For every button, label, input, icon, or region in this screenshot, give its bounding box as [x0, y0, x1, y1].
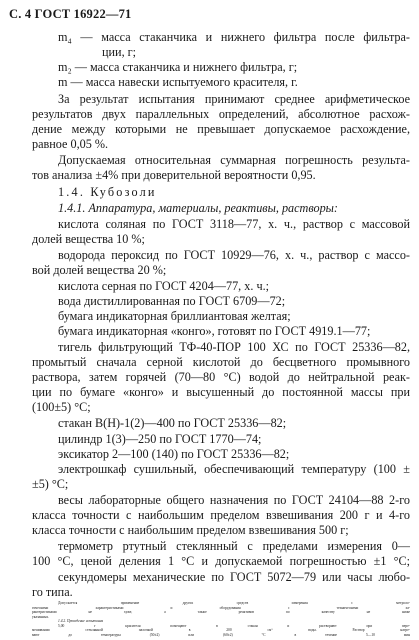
- text-line: равное 0,05 %.: [32, 137, 109, 151]
- text-line: тигель фильтрующий ТФ-40-ПОР 100 ХС по ГОСТ 25336—82,: [58, 340, 410, 354]
- text-line: 100 °С, ценой деления 1 °С и допускаемой погрешностью ±1 °С;: [32, 554, 410, 568]
- text-line: вой долей вещества 20 %;: [32, 263, 167, 277]
- subsection-heading: 1.4.1. Аппаратура, материалы, реактивы, растворы:: [58, 201, 338, 215]
- text-line: бумага индикаторная «конго», готовят по ГОСТ 4919.1—77;: [58, 324, 371, 338]
- text-line: эксикатор 2—100 (140) по ГОСТ 25336—82;: [58, 447, 290, 461]
- text-line: термометр ртутный стеклянный с пределами измерения 0—: [58, 539, 410, 553]
- text-line: вода дистиллированная по ГОСТ 6709—72;: [58, 294, 286, 308]
- text-line: промытый сначала серной кислотой до бесцветного промывного: [32, 355, 410, 369]
- text-line: цилиндр 1(3)—250 по ГОСТ 1770—74;: [58, 432, 262, 446]
- text-line: дение между которыми не превышает допускаемое расхождение,: [32, 122, 410, 136]
- text-line: гическими характеристиками и оборудования с техническими ха-: [32, 605, 410, 610]
- text-line: результатов двух параллельных определений, абсолютное расхож-: [32, 107, 410, 121]
- text-line: раствора, затем горячей (70—80 °С) водой до нейтральной реак-: [32, 370, 410, 384]
- text-line: кислота соляная по ГОСТ 3118—77, х. ч., раствор с массовой: [58, 217, 410, 231]
- text-line: Допускаемая относительная суммарная погрешность результа-: [58, 153, 410, 167]
- text-line: секундомеры механические по ГОСТ 5072—79 или часы любо-: [58, 570, 410, 584]
- text-line: ции по бумаге «конго» и высушенный до постоянной массы при: [32, 385, 410, 399]
- text-line: Допускается применение других средств измерения с метроло-: [58, 601, 410, 605]
- text-line: водорода пероксид по ГОСТ 10929—76, х. ч., раствор с массо-: [58, 248, 410, 262]
- text-line: класса точности с наибольшим пределом взвешивания 200 г и 4-го: [32, 508, 410, 522]
- page-header: С. 4 ГОСТ 16922—71: [9, 7, 132, 21]
- text-line: m₄ — масса стаканчика и нижнего фильтра после фильтра-: [58, 30, 410, 44]
- text-line: кислота серная по ГОСТ 4204—77, х. ч.;: [58, 279, 270, 293]
- text-line: (100±5) °С;: [32, 400, 91, 414]
- text-line: мешивании стеклянной палочкой в 200 см³ воды. Раствор нагре-: [32, 628, 410, 632]
- text-line: вают до температуры (50±2) или (60±2) °С в течение 5—10 мин: [32, 632, 410, 637]
- text-line: долей вещества 10 %;: [32, 232, 145, 246]
- text-line: рактеристиками не хуже, а также реактивов по качеству не ниже: [32, 610, 410, 614]
- text-line: тов анализа ±4% при доверительной вероятности 0,95.: [32, 168, 316, 182]
- text-line: го типа.: [32, 585, 73, 599]
- text-line: стакан В(Н)-1(2)—400 по ГОСТ 25336—82;: [58, 416, 287, 430]
- text-line: весы лабораторные общего назначения по ГОСТ 24104—88 2-го: [58, 493, 410, 507]
- text-line: бумага индикаторная бриллиантовая желтая;: [58, 309, 291, 323]
- section-heading: 1.4. Кубозоли: [58, 185, 157, 199]
- text-line: указанных.: [32, 614, 50, 619]
- text-line: класса точности с наибольшим пределом взвешивания 500 г;: [32, 523, 349, 537]
- text-line: ±5) °С;: [32, 477, 69, 491]
- text-line: За результат испытания принимают среднее арифметическое: [58, 92, 410, 106]
- text-line: 5,00 г красителя помещают в стакан и растворяют при пере-: [58, 623, 410, 628]
- text-line: m — масса навески испытуемого красителя, г.: [58, 75, 298, 89]
- text-line: m₂ — масса стаканчика и нижнего фильтра, г;: [58, 60, 298, 74]
- subsection-heading: 1.4.2. Проведение испытания: [58, 619, 104, 623]
- text-line: электрошкаф сушильный, обеспечивающий температуру (100 ±: [58, 462, 410, 476]
- text-line: ции, г;: [102, 45, 137, 59]
